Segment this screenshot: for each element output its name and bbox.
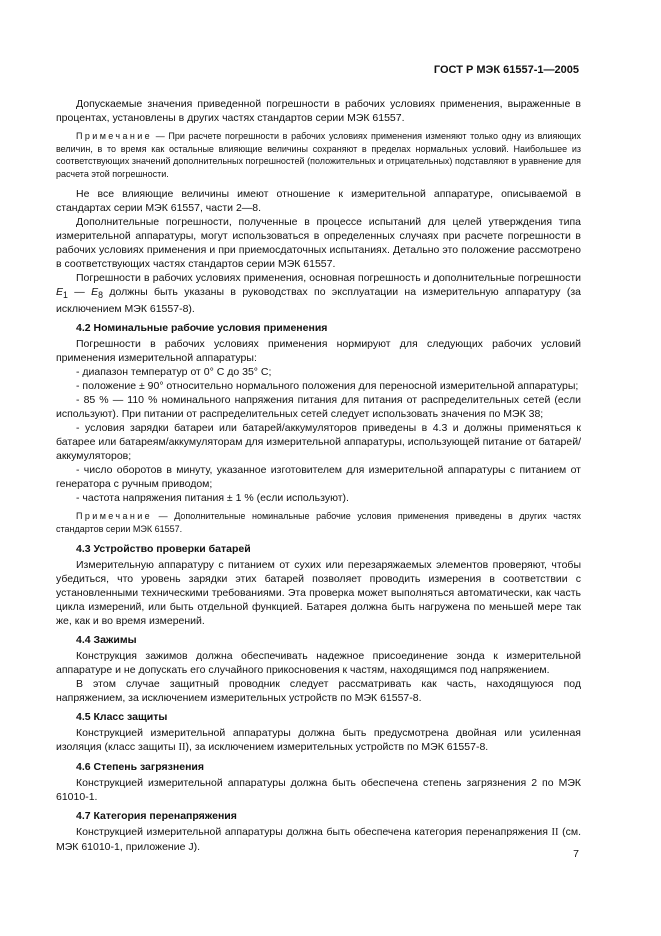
list-item: - условия зарядки батареи или батарей/аккумуляторов приведены в 4.3 и должны применяться к батарее или батареям/аккумуляторам для измерительной аппаратуры, использующей питание от батарей/аккумуляторов;	[56, 422, 581, 463]
text-run: Погрешности в рабочих условиях применения, основная погрешность и дополнительные погрешности	[76, 272, 581, 284]
document-body	[56, 97, 581, 854]
text-run: должны быть указаны в руководствах по эксплуатации на измерительную аппаратуру (за исключением МЭК 61557-8).	[56, 286, 581, 316]
page-header: ГОСТ Р МЭК 61557-1—2005	[433, 64, 579, 76]
paragraph	[56, 726, 581, 755]
text-run: —	[67, 286, 92, 298]
text-run: (см. МЭК 61010-1, приложение J).	[56, 826, 581, 854]
text-run: ), за исключением измерительных устройств по МЭК 61557-8.	[185, 741, 489, 754]
list-item: - 85 % — 110 % номинального напряжения питания для питания от распределительных сетей (если используют). При питании от распределительных сетей следует использовать значения по МЭК 38;	[56, 394, 581, 421]
symbol-e: E	[56, 286, 64, 298]
note-text: — Дополнительные номинальные рабочие условия применения приведены в других частях стандартов серии МЭК 61557.	[56, 511, 581, 534]
roman-numeral: II	[178, 742, 186, 754]
paragraph: Дополнительные погрешности, полученные в процессе испытаний для целей утверждения типа измерительной аппаратуры, могут использоваться в определенных случаях при расчете погрешности в рабочих условиях применения и при приемосдаточных испытаниях. Детально это положение рассмотрено в соответствующих частях стандартов серии МЭК 61557.	[56, 216, 581, 270]
list-item: - диапазон температур от 0° С до 35° С;	[76, 366, 272, 379]
paragraph: Конструкция зажимов должна обеспечивать надежное присоединение зонда к измерительной аппаратуре и не допускать его случайного прикосновения к частям, находящимся под напряжением.	[56, 650, 581, 677]
paragraph: Конструкцией измерительной аппаратуры должна быть обеспечена степень загрязнения 2 по МЭК 61010-1.	[56, 777, 581, 804]
section-heading-4-4: 4.4 Зажимы	[76, 634, 137, 647]
subscript: 1	[63, 290, 68, 301]
paragraph: Погрешности в рабочих условиях применения нормируют для следующих рабочих условий применения измерительной аппаратуры:	[56, 338, 581, 365]
note	[56, 130, 581, 180]
note-label: Примечание	[76, 511, 153, 522]
section-heading-4-5: 4.5 Класс защиты	[76, 711, 168, 724]
paragraph	[56, 271, 581, 316]
section-heading-4-2: 4.2 Номинальные рабочие условия применения	[76, 322, 328, 335]
section-heading-4-3: 4.3 Устройство проверки батарей	[76, 543, 251, 556]
roman-numeral: II	[551, 827, 559, 839]
paragraph: Допускаемые значения приведенной погрешности в рабочих условиях применения, выраженные в процентах, установлены в других частях стандартов серии МЭК 61557.	[56, 98, 581, 124]
section-heading-4-6: 4.6 Степень загрязнения	[76, 761, 204, 774]
paragraph	[56, 825, 581, 854]
text-run: Конструкцией измерительной аппаратуры должна быть предусмотрена двойная или усиленная изоляция (класс защиты	[56, 727, 581, 754]
paragraph: Измерительную аппаратуру с питанием от сухих или перезаряжаемых элементов проверяют, чтобы убедиться, что уровень зарядки этих батарей позволяет проводить измерения в соответствии с установленными техническими требованиями. Эта проверка может выполняться автоматически, как часть цикла измерений, или быть отдельной функцией. Батарея должна быть нагружена по меньшей мере так же, как и во время измерений.	[56, 559, 581, 628]
paragraph: В этом случае защитный проводник следует рассматривать как часть, находящуюся под напряжением, за исключением измерительных устройств по МЭК 61557-8.	[56, 678, 581, 705]
text-run: Конструкцией измерительной аппаратуры должна быть обеспечена категория перенапряжения	[76, 826, 552, 839]
note-text: — При расчете погрешности в рабочих условиях применения изменяют только одну из влияющих величин, в то время как остальные влияющие величины сохраняют в пределах нормальных условий. Наибольшее из соответствующих значений дополнительных погрешностей (положительных и отрицательных) подставляют в уравнение для расчета этой погрешности.	[56, 131, 581, 179]
note	[56, 510, 581, 535]
note-label: Примечание	[76, 131, 153, 141]
section-heading-4-7: 4.7 Категория перенапряжения	[76, 810, 237, 823]
symbol-e: E	[91, 286, 99, 298]
page-number: 7	[573, 848, 579, 860]
list-item: - частота напряжения питания ± 1 % (если используют).	[76, 492, 349, 505]
subscript: 8	[98, 290, 104, 301]
paragraph: Не все влияющие величины имеют отношение к измерительной аппаратуре, описываемой в стандартах серии МЭК 61557, части 2—8.	[56, 188, 581, 214]
list-item: - положение ± 90° относительно нормального положения для переносной измерительной аппаратуры;	[76, 380, 579, 393]
list-item: - число оборотов в минуту, указанное изготовителем для измерительной аппаратуры с питанием от генератора с ручным приводом;	[56, 464, 581, 491]
